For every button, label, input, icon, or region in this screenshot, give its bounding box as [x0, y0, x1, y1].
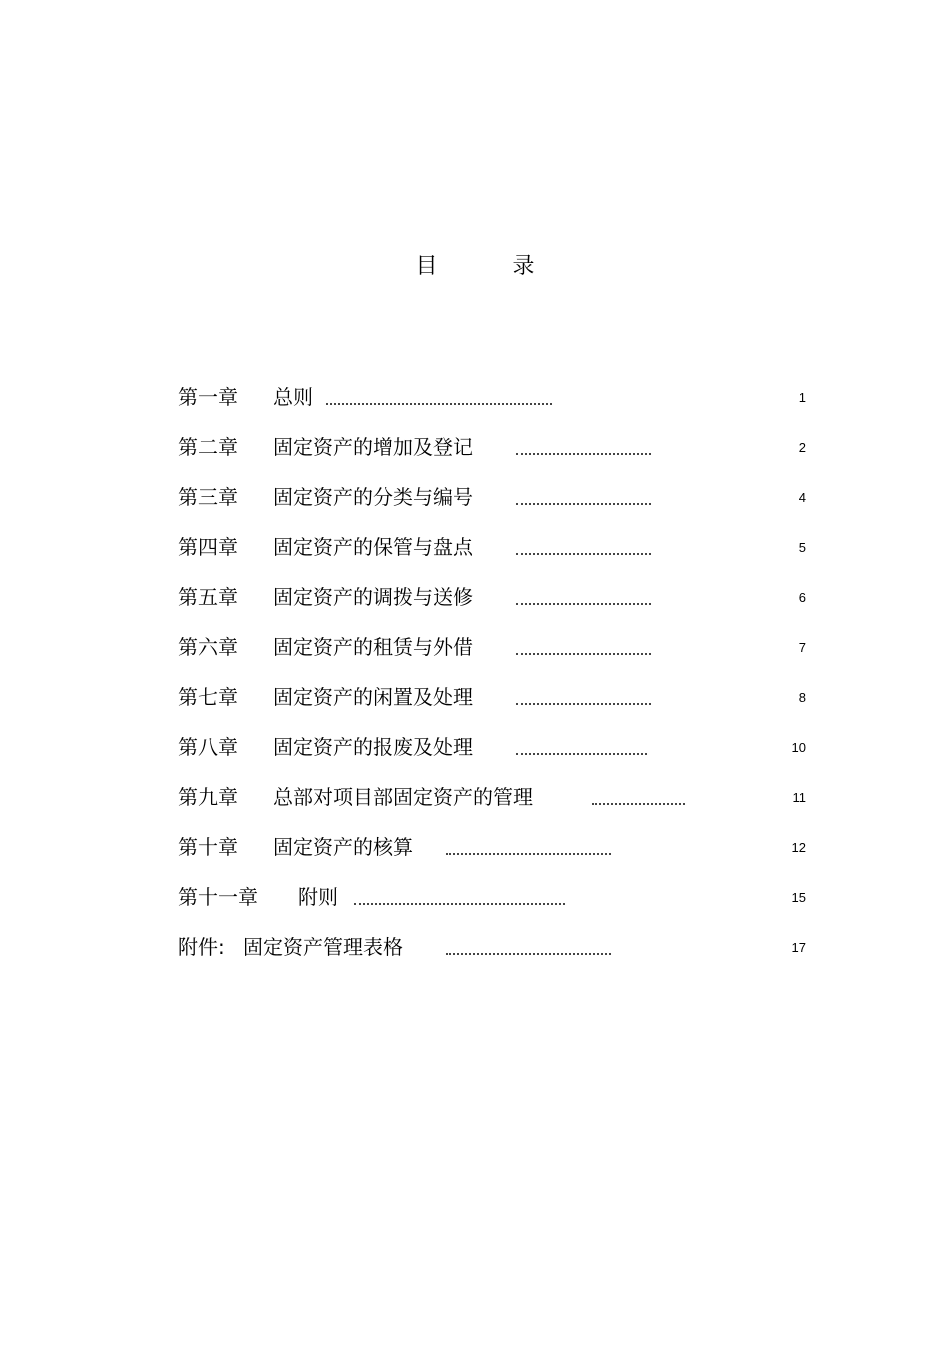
toc-page-number: 2	[798, 440, 806, 455]
toc-page-number: 5	[798, 540, 806, 555]
toc-chapter-label: 第八章	[178, 735, 238, 759]
toc-chapter-label: 第二章	[178, 435, 238, 459]
toc-entry-title: 固定资产的报废及处理	[273, 735, 473, 759]
toc-page-number: 8	[798, 690, 806, 705]
toc-title: 目 录	[415, 254, 569, 279]
toc-entry-title: 总则	[273, 385, 313, 409]
toc-dot-leader	[516, 603, 651, 605]
toc-page-number: 12	[791, 840, 806, 855]
toc-page-number: 6	[798, 590, 806, 605]
toc-entry-title: 附则	[298, 885, 338, 909]
toc-entry[interactable]	[178, 782, 808, 812]
toc-entry[interactable]	[178, 432, 808, 462]
toc-page-number: 4	[798, 490, 806, 505]
toc-dot-leader	[516, 553, 651, 555]
toc-entry-title: 总部对项目部固定资产的管理	[273, 785, 533, 809]
toc-entry-title: 固定资产的分类与编号	[273, 485, 473, 509]
toc-entry[interactable]	[178, 382, 808, 412]
toc-entry[interactable]	[178, 882, 808, 912]
toc-entry[interactable]	[178, 832, 808, 862]
toc-dot-leader	[516, 503, 651, 505]
toc-entry-title: 固定资产的闲置及处理	[273, 685, 473, 709]
toc-entry[interactable]	[178, 932, 808, 962]
toc-dot-leader	[516, 753, 647, 755]
toc-page-number: 1	[798, 390, 806, 405]
toc-chapter-label: 第十章	[178, 835, 238, 859]
toc-entry[interactable]	[178, 682, 808, 712]
toc-entry-title: 固定资产的调拨与送修	[273, 585, 473, 609]
toc-page-number: 10	[791, 740, 806, 755]
toc-dot-leader	[592, 803, 685, 805]
toc-page-number: 17	[791, 940, 806, 955]
toc-chapter-label: 第三章	[178, 485, 238, 509]
toc-dot-leader	[446, 853, 611, 855]
toc-entry[interactable]	[178, 732, 808, 762]
toc-dot-leader	[516, 703, 651, 705]
toc-chapter-label: 第五章	[178, 585, 238, 609]
toc-chapter-label: 第四章	[178, 535, 238, 559]
toc-dot-leader	[516, 653, 651, 655]
toc-chapter-label: 第九章	[178, 785, 238, 809]
toc-page-number: 7	[798, 640, 806, 655]
toc-page-number: 15	[791, 890, 806, 905]
toc-page-number: 11	[792, 790, 806, 805]
toc-dot-leader	[326, 403, 552, 405]
toc-chapter-label: 第六章	[178, 635, 238, 659]
toc-entry-title: 固定资产管理表格	[243, 935, 403, 959]
toc-entry[interactable]	[178, 582, 808, 612]
toc-dot-leader	[446, 953, 611, 955]
toc-dot-leader	[354, 903, 565, 905]
toc-chapter-label: 第一章	[178, 385, 238, 409]
toc-entry[interactable]	[178, 632, 808, 662]
toc-chapter-label: 附件:	[178, 935, 225, 959]
toc-entry-title: 固定资产的租赁与外借	[273, 635, 473, 659]
toc-dot-leader	[516, 453, 651, 455]
toc-entry[interactable]	[178, 482, 808, 512]
toc-entry-title: 固定资产的核算	[273, 835, 413, 859]
toc-chapter-label: 第七章	[178, 685, 238, 709]
toc-entry-title: 固定资产的增加及登记	[273, 435, 473, 459]
toc-entry[interactable]	[178, 532, 808, 562]
toc-chapter-label: 第十一章	[178, 885, 258, 909]
toc-entry-title: 固定资产的保管与盘点	[273, 535, 473, 559]
